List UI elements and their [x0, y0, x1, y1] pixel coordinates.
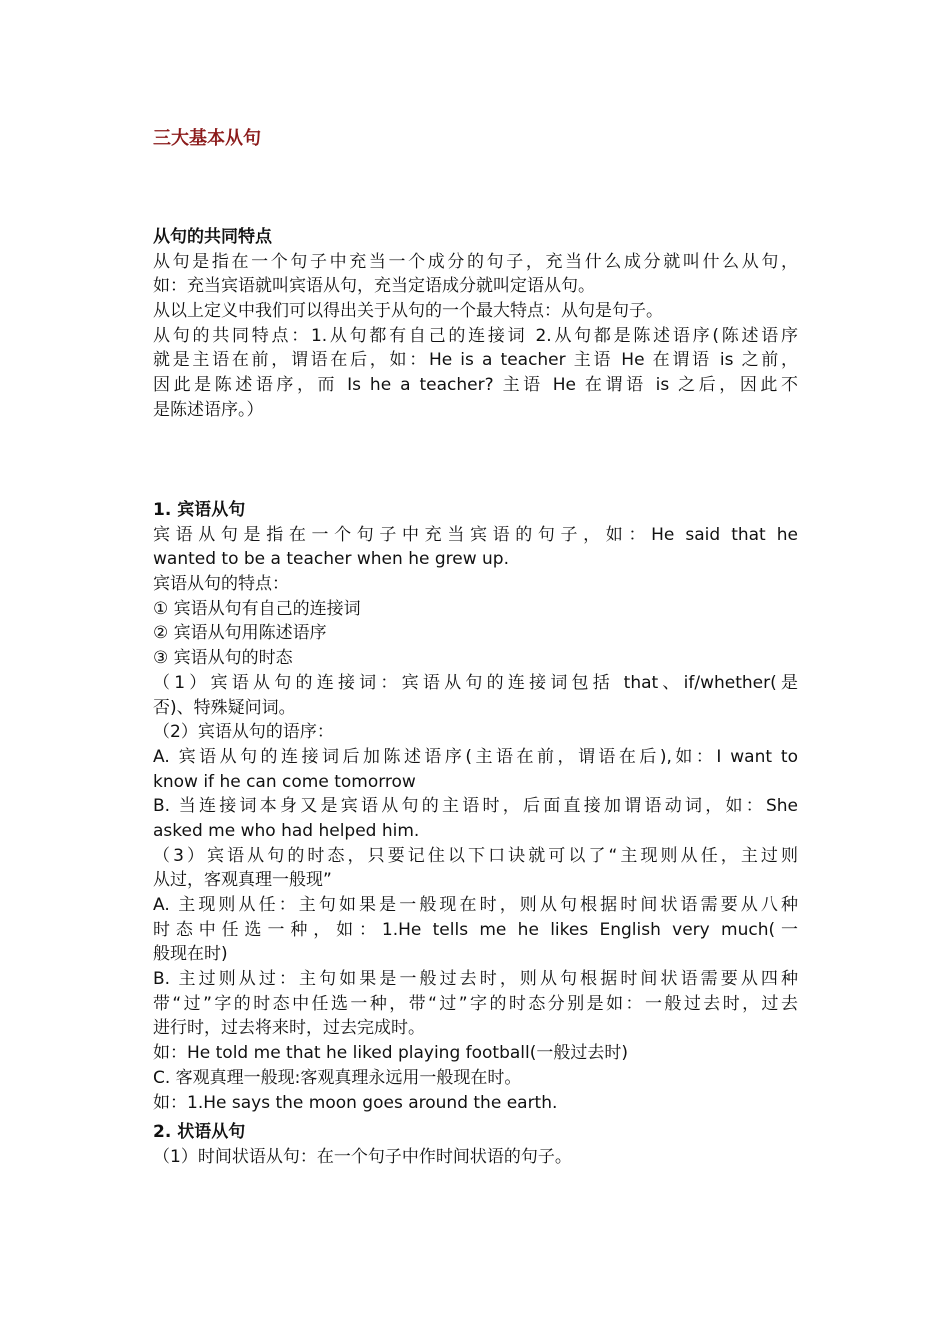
paragraph-line: 就是主语在前，谓语在后，如：He is a teacher 主语 He 在谓语 is 之前， [153, 350, 798, 371]
paragraph-line: 如：充当宾语就叫宾语从句，充当定语成分就叫定语从句。 [153, 276, 595, 297]
paragraph-line: asked me who had helped him. [153, 820, 420, 841]
paragraph-line: 如：He told me that he liked playing football(一般过去时) [153, 1043, 629, 1064]
list-item: ③ 宾语从句的时态 [153, 648, 293, 669]
paragraph-line: 进行时，过去将来时，过去完成时。 [153, 1018, 425, 1039]
paragraph-line: 般现在时) [153, 944, 228, 965]
paragraph-line: （3）宾语从句的时态，只要记住以下口诀就可以了“主现则从任，主过则 [153, 845, 798, 866]
section-common-features [153, 225, 798, 423]
section-object-clause [153, 498, 798, 1115]
paragraph-line: （1）宾语从句的连接词：宾语从句的连接词包括 that、if/whether(是 [153, 672, 798, 693]
paragraph-line: 因此是陈述语序，而 Is he a teacher? 主语 He 在谓语 is 之后，因此不 [153, 375, 798, 396]
section-adverbial-clause [153, 1120, 798, 1169]
paragraph-line: 从句的共同特点：1.从句都有自己的连接词 2.从句都是陈述语序(陈述语序 [153, 325, 798, 346]
section-heading: 从句的共同特点 [153, 227, 272, 247]
section-heading: 2. 状语从句 [153, 1122, 246, 1142]
document-title: 三大基本从句 [153, 128, 261, 149]
paragraph-line: B. 当连接词本身又是宾语从句的主语时，后面直接加谓语动词，如：She [153, 796, 798, 817]
paragraph-line: 是陈述语序。） [153, 399, 264, 420]
paragraph-line: A. 主现则从任：主句如果是一般现在时，则从句根据时间状语需要从八种 [153, 895, 798, 915]
paragraph-line: 从以上定义中我们可以得出关于从句的一个最大特点：从句是句子。 [153, 301, 663, 322]
paragraph-line: 时态中任选一种，如：1.He tells me he likes English very much(一 [153, 919, 798, 940]
paragraph-line: （1）时间状语从句：在一个句子中作时间状语的句子。 [153, 1146, 572, 1167]
paragraph-line: 带“过”字的时态中任选一种，带“过”字的时态分别是如：一般过去时，过去 [153, 993, 798, 1014]
list-item: ① 宾语从句有自己的连接词 [153, 598, 361, 619]
section-heading: 1. 宾语从句 [153, 500, 246, 520]
paragraph-line: 宾语从句的特点： [153, 574, 289, 595]
paragraph-line: 从过，客观真理一般现” [153, 870, 332, 891]
paragraph-line: wanted to be a teacher when he grew up. [153, 549, 509, 570]
paragraph-line: B. 主过则从过：主句如果是一般过去时，则从句根据时间状语需要从四种 [153, 969, 798, 990]
list-item: ② 宾语从句用陈述语序 [153, 623, 327, 644]
paragraph-line: 从句是指在一个句子中充当一个成分的句子，充当什么成分就叫什么从句， [153, 251, 798, 272]
paragraph-line: C. 客观真理一般现:客观真理永远用一般现在时。 [153, 1067, 522, 1088]
paragraph-line: A. 宾语从句的连接词后加陈述语序(主语在前，谓语在后),如：I want to [153, 746, 798, 767]
paragraph-line: know if he can come tomorrow [153, 771, 416, 792]
paragraph-line: 否)、特殊疑问词。 [153, 697, 296, 718]
paragraph-line: 宾语从句是指在一个句子中充当宾语的句子，如：He said that he [153, 524, 798, 545]
paragraph-line: 如：1.He says the moon goes around the earth. [153, 1092, 558, 1113]
paragraph-line: （2）宾语从句的语序： [153, 722, 334, 743]
